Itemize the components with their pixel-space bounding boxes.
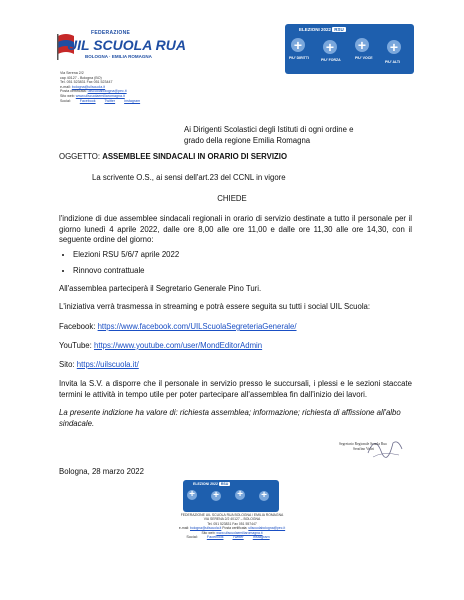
- youtube-url-link[interactable]: https://www.youtube.com/user/MondEditorAdmin: [93, 341, 263, 350]
- recipient-line: Ai Dirigenti Scolastici degli Istituti di ogni ordine e: [184, 125, 354, 134]
- address: Via Serena 2/2: [60, 71, 84, 75]
- plus-icon: +: [291, 38, 305, 52]
- social-line: Social: Facebook Twitter Instagram: [60, 98, 141, 103]
- phone: Tel. 051 523831 Fax 051 523447: [60, 80, 113, 85]
- city: cap 40127 - Bologna (BO): [60, 75, 102, 80]
- pec-line: Posta certificata: uilscuolabologna@pec.it: [60, 89, 127, 94]
- facebook-row: Facebook: https://www.facebook.com/UILScuolaSegreteriaGenerale/: [59, 322, 297, 331]
- subject-text: ASSEMBLEE SINDACALI IN ORARIO DI SERVIZIO: [102, 152, 288, 161]
- footer-social-line: Social: Facebook Twitter Instagram: [186, 535, 270, 540]
- agenda-list: [59, 250, 389, 281]
- chiede-heading: CHIEDE: [217, 194, 247, 203]
- signature-stamp: [335, 437, 415, 467]
- banner-title: ELEZIONI 2022 RSU: [193, 482, 229, 486]
- footer-twitter-link[interactable]: Twitter: [232, 535, 244, 540]
- recipient-block: [184, 125, 412, 146]
- contact-block: [60, 71, 148, 103]
- footer-facebook-link[interactable]: Facebook: [206, 535, 224, 540]
- participation-text: All'assemblea parteciperà il Segretario Generale Pino Turi.: [59, 284, 262, 293]
- plus-icon: +: [235, 490, 245, 500]
- facebook-url-link[interactable]: https://www.facebook.com/UILScuolaSegreteriaGenerale/: [97, 322, 297, 331]
- footer-email-link[interactable]: bologna@uilscuola.it: [190, 526, 222, 531]
- plus-icon: +: [355, 38, 369, 52]
- footer-rsu-banner: [183, 480, 279, 512]
- plus-icon: +: [211, 491, 221, 501]
- footer-org: FEDERAZIONE UIL SCUOLA RUA BOLOGNA / EMILIA ROMAGNA: [180, 513, 284, 517]
- facebook-link[interactable]: Facebook: [79, 98, 96, 103]
- letter-date: Bologna, 28 marzo 2022: [59, 467, 144, 476]
- web-link[interactable]: www.uilscuolaemiliaromagna.it: [75, 93, 125, 98]
- plus-icon: +: [187, 490, 197, 500]
- agenda-item: • Rinnovo contrattuale: [73, 266, 389, 277]
- footer-address: VIA SERENA 2/2 40127 – BOLOGNA: [203, 517, 261, 522]
- recipient-line: grado della regione Emilia Romagna: [184, 135, 311, 145]
- signature-name: Serafino Veltri: [353, 447, 374, 451]
- banner-word: PIU' ALTI: [385, 60, 401, 64]
- uil-scuola-logo: [55, 28, 186, 68]
- site-url-link[interactable]: https://uilscuola.it/: [76, 360, 139, 369]
- footer-block: [130, 513, 334, 539]
- site-row: Sito: https://uilscuola.it/: [59, 360, 139, 369]
- brand-name: UIL SCUOLA RUA: [67, 37, 186, 53]
- banner-word: PIU' VOCE: [355, 56, 373, 60]
- plus-icon: +: [387, 40, 401, 54]
- region-label: BOLOGNA · EMILIA ROMAGNA: [85, 54, 152, 59]
- invite-paragraph: Invita la S.V. a disporre che il personale in servizio presso le succursali, i plessi e le sezioni staccate termini le attività in tempo utile per poter partecipare all'assemblea fin dall'inizio dei lavori.: [59, 379, 412, 399]
- footer-phone: Tel. 051 523831 Fax 051 557447: [207, 521, 257, 526]
- banner-word: PIU' FORZA: [321, 58, 341, 62]
- footer-pec-link[interactable]: uilscuolabologna@pec.it: [248, 526, 286, 531]
- pec-link[interactable]: uilscuolabologna@pec.it: [87, 89, 127, 94]
- footer-email-line: e-mail: bologna@uilscuola.it Posta certificata: uilscuolabologna@pec.it: [178, 526, 286, 531]
- footer-web-line: Sito web: www.uilscuolaemiliaromagna.it: [201, 530, 263, 535]
- subject-line: [59, 152, 287, 163]
- subject-label: OGGETTO:: [59, 152, 101, 161]
- plus-icon: +: [323, 40, 337, 54]
- intro-text: La scrivente O.S., ai sensi dell'art.23 del CCNL in vigore: [92, 173, 286, 182]
- web-line: Sito web: www.uilscuolaemiliaromagna.it: [60, 93, 125, 98]
- instagram-link[interactable]: Instagram: [124, 98, 141, 103]
- signature-title: Segretario Regionale Scuola Rua: [339, 442, 387, 446]
- streaming-text: L'iniziativa verrà trasmessa in streaming e potrà essere seguita su tutti i social UIL Scuola:: [59, 302, 371, 311]
- note-paragraph: La presente indizione ha valore di: richiesta assemblea; informazione; richiesta di affissione all'albo sindacale.: [59, 408, 401, 428]
- main-paragraph: l'indizione di due assemblee sindacali regionali in orario di servizio destinate a tutto il personale per il giorno lunedì 4 aprile 2022, dalle ore 8,00 alle ore 11,00 e dalle ore 11,30 alle ore 14,30, con il seguente ordine del giorno:: [59, 214, 412, 244]
- twitter-link[interactable]: Twitter: [104, 98, 116, 103]
- footer-web-link[interactable]: www.uilscuolaemiliaromagna.it: [216, 530, 263, 535]
- email-line: e-mail: bologna@uilscuola.it: [60, 84, 106, 89]
- federation-label: FEDERAZIONE: [91, 30, 131, 36]
- footer-instagram-link[interactable]: Instagram: [252, 535, 270, 540]
- email-link[interactable]: bologna@uilscuola.it: [71, 84, 106, 89]
- banner-title: ELEZIONI 2022 RSU: [299, 27, 344, 32]
- plus-icon: +: [259, 491, 269, 501]
- rsu-election-banner: [285, 24, 414, 74]
- youtube-row: YouTube: https://www.youtube.com/user/MondEditorAdmin: [59, 341, 263, 350]
- agenda-item: • Elezioni RSU 5/6/7 aprile 2022: [73, 250, 389, 261]
- banner-word: PIU' DIRITTI: [289, 56, 309, 60]
